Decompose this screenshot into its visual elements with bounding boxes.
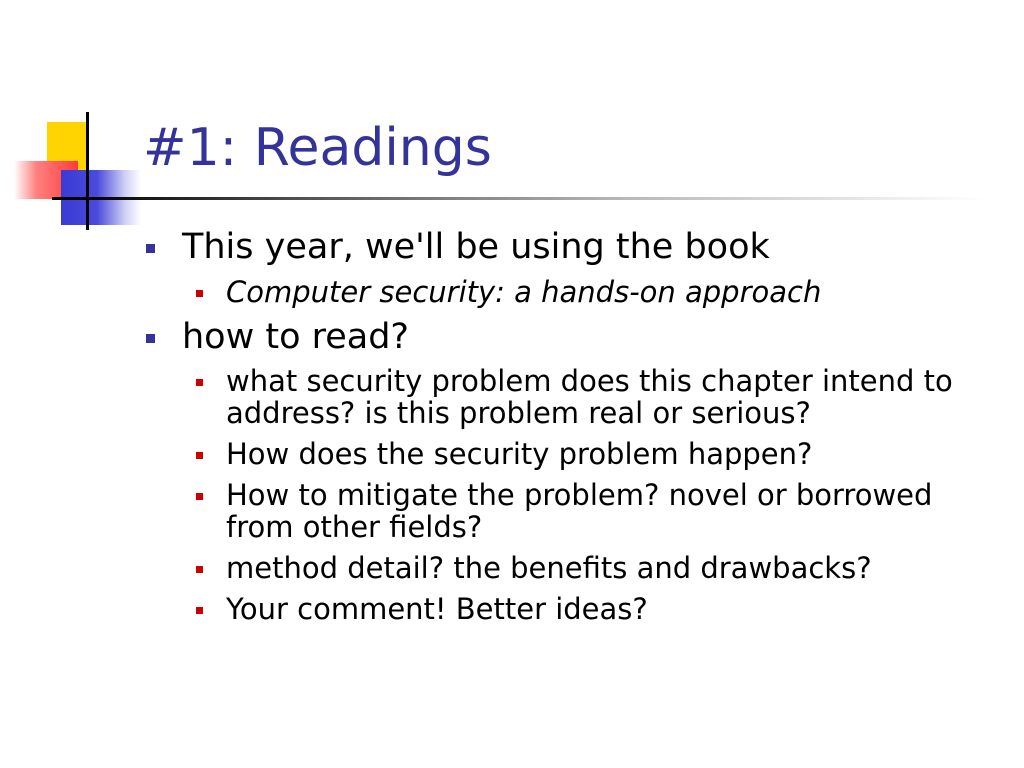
square-bullet-icon — [196, 493, 203, 500]
sub-bullet-text: Computer security: a hands-on approach — [226, 275, 822, 309]
sub-bullet-text: How to mitigate the problem? novel or borrowed from other fields? — [226, 478, 933, 544]
bullet-text: This year, we'll be using the book — [182, 227, 770, 267]
square-bullet-icon — [196, 379, 203, 386]
square-bullet-icon — [146, 244, 155, 253]
slide-title: #1: Readings — [143, 118, 492, 178]
square-bullet-icon — [146, 334, 155, 343]
bullet-text: how to read? — [182, 317, 410, 357]
sub-bullet-text: How does the security problem happen? — [226, 437, 813, 471]
sub-bullet-text: Your comment! Better ideas? — [226, 592, 648, 626]
sub-bullet-text: method detail? the benefits and drawbacks? — [226, 551, 872, 585]
square-bullet-icon — [196, 290, 203, 297]
square-bullet-icon — [196, 607, 203, 614]
square-bullet-icon — [196, 452, 203, 459]
sub-bullet-text: what security problem does this chapter intend to address? is this problem real or serious? — [226, 364, 953, 430]
square-bullet-icon — [196, 566, 203, 573]
